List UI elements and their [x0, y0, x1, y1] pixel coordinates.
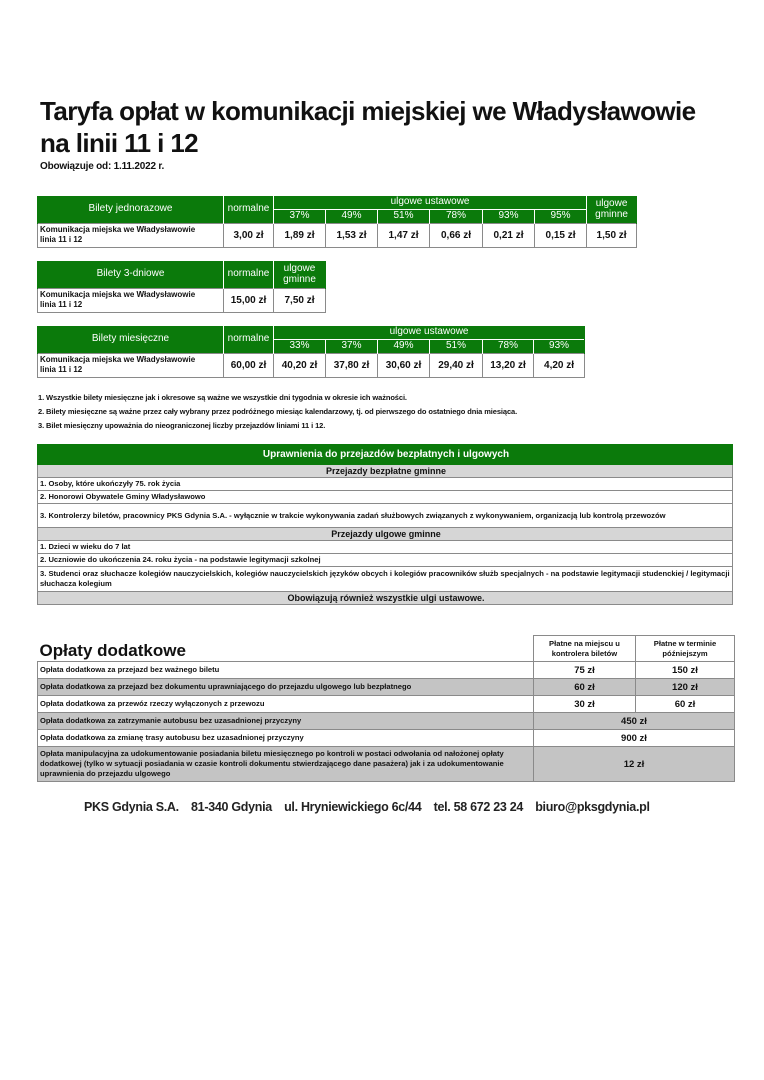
municipal-label-2: gminne [595, 209, 628, 221]
fee-later: 150 zł [636, 662, 735, 679]
fees-title: Opłaty dodatkowe [39, 641, 186, 660]
three-day-normal-header: normalne [224, 261, 274, 288]
fee-onsite: 60 zł [534, 679, 636, 696]
single-tickets-table [37, 196, 637, 248]
permissions-table [37, 444, 733, 605]
page-title-line-2: na linii 11 i 12 [40, 128, 199, 158]
single-municipal-header [587, 196, 637, 223]
municipal-price: 1,50 zł [587, 223, 637, 247]
row-label-line-1: Komunikacja miejska we Władysławowie [40, 355, 196, 364]
discount-header: 49% [378, 339, 430, 353]
free-ride-item: 2. Honorowi Obywatele Gminy Władysławowo [38, 491, 733, 504]
company-email: biuro@pksgdynia.pl [535, 800, 650, 814]
company-street: ul. Hryniewickiego 6c/44 [284, 800, 422, 814]
fee-label: Opłata dodatkowa za zatrzymanie autobusu bez uzasadnionej przyczyny [38, 713, 534, 730]
municipal-price: 7,50 zł [274, 288, 326, 312]
monthly-tickets-table [37, 326, 585, 378]
normal-price: 60,00 zł [224, 353, 274, 377]
note-item: 2. Bilety miesięczne są ważne przez cały wybrany przez podróżnego miesiąc kalendarzowy, tj. od pierwszego do ostatniego dnia miesiąca. [38, 407, 518, 416]
discount-ride-item: 1. Dzieci w wieku do 7 lat [38, 541, 733, 554]
row-label [38, 288, 224, 312]
row-label-line-2: linia 11 i 12 [40, 365, 83, 374]
row-label-line-2: linia 11 i 12 [40, 300, 83, 309]
fee-label: Opłata dodatkowa za przewóz rzeczy wyłączonych z przewozu [38, 696, 534, 713]
single-tickets-header: Bilety jednorazowe [38, 196, 224, 223]
note-item: 3. Bilet miesięczny upoważnia do nieograniczonej liczby przejazdów liniami 11 i 12. [38, 421, 326, 430]
footer-contact [84, 800, 659, 815]
single-statutory-header: ulgowe ustawowe [274, 196, 587, 209]
monthly-normal-header: normalne [224, 326, 274, 353]
discount-price: 40,20 zł [274, 353, 326, 377]
municipal-label-2: gminne [283, 274, 316, 286]
free-ride-item: 3. Kontrolerzy biletów, pracownicy PKS Gdynia S.A. - wyłącznie w trakcie wykonywania zadań służbowych związanych z wykonywaniem, organizacją lub kontrolą przewozów [38, 504, 733, 528]
fees-table [37, 635, 735, 782]
single-normal-header: normalne [224, 196, 274, 223]
discount-header: 78% [430, 209, 483, 223]
notes-list [38, 391, 517, 433]
discount-price: 37,80 zł [326, 353, 378, 377]
row-label [38, 223, 224, 247]
row-label-line-1: Komunikacja miejska we Władysławowie [40, 290, 196, 299]
fee-label: Opłata dodatkowa za przejazd bez dokumentu uprawniającego do przejazdu ulgowego lub bezpłatnego [38, 679, 534, 696]
fee-label: Opłata manipulacyjna za udokumentowanie posiadania biletu miesięcznego po kontroli w postaci odwołania od nałożonej opłaty dodatkowej (tylko w sytuacji posiadania w czasie kontroli dokumentu stwierdzającego dane pasażera) jak i za udokumentowanie uprawnienia do przejazdu ulgowego [38, 747, 534, 782]
free-rides-header: Przejazdy bezpłatne gminne [38, 465, 733, 478]
valid-from: Obowiązuje od: 1.11.2022 r. [40, 161, 165, 172]
page-title-line-1: Taryfa opłat w komunikacji miejskiej we Władysławowie [40, 96, 696, 126]
company-phone: tel. 58 672 23 24 [433, 800, 524, 814]
company-city: 81-340 Gdynia [191, 800, 272, 814]
discount-header: 78% [483, 339, 534, 353]
monthly-statutory-header: ulgowe ustawowe [274, 326, 585, 339]
municipal-label-1: ulgowe [283, 263, 316, 275]
discount-header: 95% [535, 209, 587, 223]
discount-header: 51% [378, 209, 430, 223]
discount-rides-header: Przejazdy ulgowe gminne [38, 528, 733, 541]
fees-title-cell [38, 636, 534, 662]
discount-price: 4,20 zł [534, 353, 585, 377]
fee-onsite: 30 zł [534, 696, 636, 713]
three-day-tickets-table [37, 261, 326, 313]
discount-header: 33% [274, 339, 326, 353]
free-ride-item: 1. Osoby, które ukończyły 75. rok życia [38, 478, 733, 491]
note-item: 1. Wszystkie bilety miesięczne jak i okresowe są ważne we wszystkie dni tygodnia w okresie ich ważności. [38, 393, 407, 402]
discount-header: 37% [274, 209, 326, 223]
discount-price: 13,20 zł [483, 353, 534, 377]
fee-later: 60 zł [636, 696, 735, 713]
fee-value: 12 zł [534, 747, 735, 782]
fee-value: 900 zł [534, 730, 735, 747]
normal-price: 15,00 zł [224, 288, 274, 312]
municipal-label-1: ulgowe [595, 198, 628, 210]
discount-header: 49% [326, 209, 378, 223]
discount-header: 51% [430, 339, 483, 353]
discount-price: 29,40 zł [430, 353, 483, 377]
company-name: PKS Gdynia S.A. [84, 800, 179, 814]
discount-ride-item: 2. Uczniowie do ukończenia 24. roku życia - na podstawie legitymacji szkolnej [38, 554, 733, 567]
discount-price: 0,66 zł [430, 223, 483, 247]
discount-header: 93% [534, 339, 585, 353]
discount-ride-item: 3. Studenci oraz słuchacze kolegiów nauczycielskich, kolegiów nauczycielskich języków obcych i kolegiów pracowników służb specjalnych - na podstawie legitymacji studenckiej / legitymacji słuchacza kolegium [38, 567, 733, 592]
normal-price: 3,00 zł [224, 223, 274, 247]
discount-price: 1,47 zł [378, 223, 430, 247]
fee-later: 120 zł [636, 679, 735, 696]
row-label-line-2: linia 11 i 12 [40, 235, 83, 244]
discount-header: 93% [483, 209, 535, 223]
col-onsite-header: Płatne na miejscu u kontrolera biletów [534, 636, 636, 662]
fee-value: 450 zł [534, 713, 735, 730]
discount-price: 1,53 zł [326, 223, 378, 247]
discount-price: 30,60 zł [378, 353, 430, 377]
discount-price: 0,15 zł [535, 223, 587, 247]
statutory-discounts-note: Obowiązują również wszystkie ulgi ustawowe. [38, 592, 733, 605]
discount-header: 37% [326, 339, 378, 353]
row-label [38, 353, 224, 377]
fee-label: Opłata dodatkowa za zmianę trasy autobusu bez uzasadnionej przyczyny [38, 730, 534, 747]
col-later-header: Płatne w terminie późniejszym [636, 636, 735, 662]
discount-price: 1,89 zł [274, 223, 326, 247]
fee-onsite: 75 zł [534, 662, 636, 679]
discount-price: 0,21 zł [483, 223, 535, 247]
three-day-tickets-header: Bilety 3-dniowe [38, 261, 224, 288]
monthly-tickets-header: Bilety miesięczne [38, 326, 224, 353]
permissions-title: Uprawnienia do przejazdów bezpłatnych i ulgowych [38, 445, 733, 465]
three-day-municipal-header [274, 261, 326, 288]
row-label-line-1: Komunikacja miejska we Władysławowie [40, 225, 196, 234]
fee-label: Opłata dodatkowa za przejazd bez ważnego biletu [38, 662, 534, 679]
